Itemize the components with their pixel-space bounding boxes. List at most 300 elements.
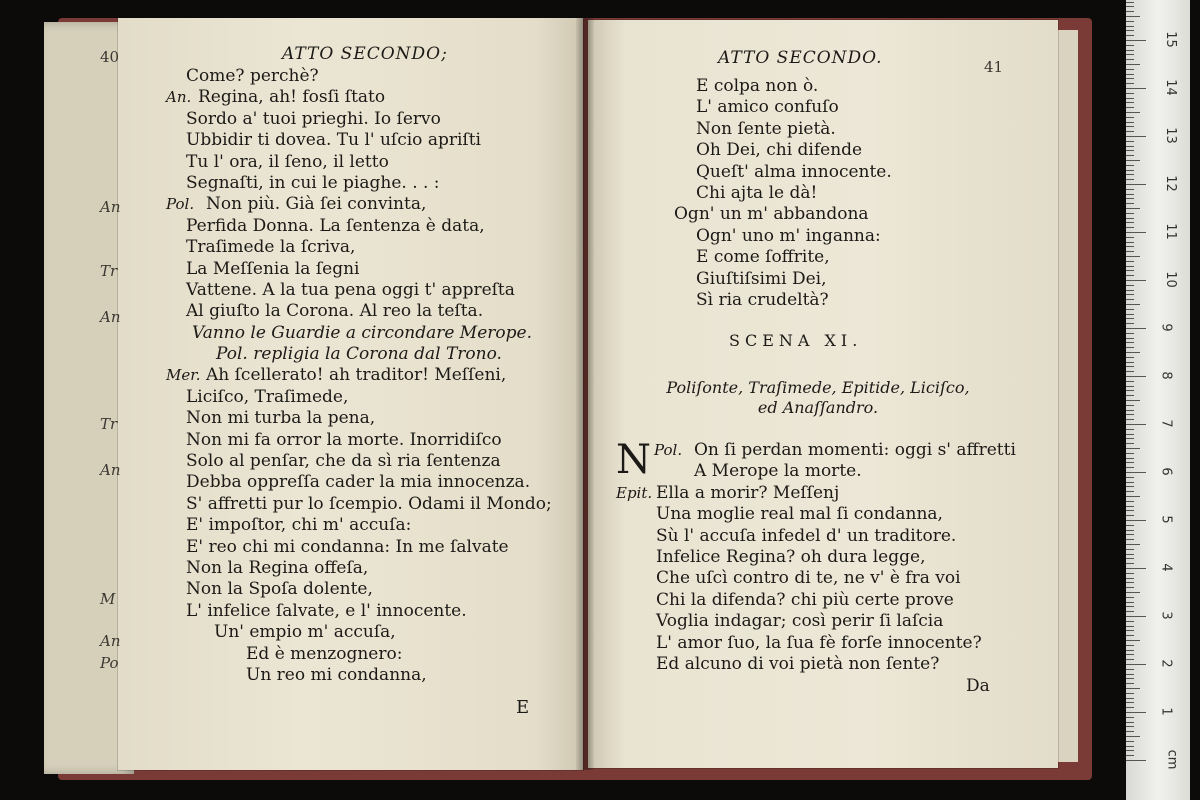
- left-page-number: 40: [100, 48, 120, 66]
- ruler-label: 8: [1158, 371, 1174, 380]
- ruler-tick: [1126, 419, 1134, 420]
- ruler-tick: [1126, 6, 1134, 7]
- ruler-tick: [1126, 746, 1134, 747]
- ruler-tick: [1126, 554, 1134, 555]
- verse-text: Oh Dei, chi difende: [696, 140, 863, 161]
- text-line: [616, 461, 1016, 482]
- ruler-tick: [1126, 347, 1134, 348]
- text-line: [676, 290, 892, 311]
- verse-text: Infelice Regina? oh dura legge,: [656, 546, 926, 567]
- ruler-tick: [1126, 602, 1134, 603]
- ruler-tick: [1126, 563, 1134, 564]
- margin-fragment: An: [100, 461, 121, 479]
- verse-text: Non mi turba la pena,: [186, 408, 376, 429]
- ruler-tick: [1126, 299, 1134, 300]
- ruler-tick: [1126, 371, 1134, 372]
- ruler-tick: [1126, 741, 1134, 742]
- right-page-text: [676, 76, 892, 311]
- verse-text: Perfida Donna. La ſentenza è data,: [186, 215, 485, 236]
- ruler-label: 14: [1162, 79, 1178, 96]
- ruler-tick: [1126, 726, 1134, 727]
- ruler-tick: [1126, 54, 1134, 55]
- verse-text: Non la Spoſa dolente,: [186, 579, 373, 600]
- ruler-tick: [1126, 203, 1134, 204]
- ruler-tick: [1126, 640, 1140, 641]
- scene-text: [616, 437, 1016, 675]
- ruler-tick: [1126, 395, 1134, 396]
- ruler-tick: [1126, 544, 1140, 545]
- ruler-tick: [1126, 501, 1134, 502]
- ruler-label: 15: [1162, 31, 1178, 48]
- verse-text: L' infelice ſalvate, e l' innocente.: [186, 600, 467, 621]
- ruler-tick: [1126, 323, 1134, 324]
- ruler-tick: [1126, 251, 1134, 252]
- verse-text: Ed alcuno di voi pietà non ſente?: [656, 653, 940, 674]
- text-line: [166, 472, 552, 493]
- text-line: [616, 526, 1016, 547]
- verse-text: Giuſtiſsimi Dei,: [696, 268, 827, 289]
- speaker-label: Pol.: [166, 195, 195, 214]
- ruler-tick: [1126, 165, 1134, 166]
- text-line: [676, 97, 892, 118]
- ruler-label: 10: [1162, 271, 1178, 288]
- ruler-tick: [1126, 434, 1134, 435]
- scene-title: SCENA XI.: [729, 331, 863, 350]
- left-page-text: [166, 66, 552, 686]
- ruler-tick: [1126, 664, 1146, 665]
- ruler-tick: [1126, 443, 1134, 444]
- verse-text: On ſi perdan momenti: oggi s' affretti: [694, 440, 1016, 460]
- ruler-tick: [1126, 611, 1134, 612]
- speaker-label: Pol.: [654, 441, 683, 459]
- ruler-tick: [1126, 117, 1134, 118]
- ruler-tick: [1126, 621, 1134, 622]
- text-line: [166, 87, 552, 108]
- ruler-tick: [1126, 261, 1134, 262]
- verse-text: Queſt' alma innocente.: [696, 161, 892, 182]
- ruler-tick: [1126, 654, 1134, 655]
- ruler-tick: [1126, 424, 1146, 425]
- text-line: [166, 323, 552, 344]
- text-line: [166, 365, 552, 386]
- ruler-tick: [1126, 242, 1134, 243]
- verse-text: Ubbidir ti dovea. Tu l' uſcio apriſti: [186, 130, 481, 151]
- text-line: [676, 269, 892, 290]
- ruler-tick: [1126, 414, 1134, 415]
- ruler-tick: [1126, 573, 1134, 574]
- scene-character-line: Poliſonte, Traſimede, Epitide, Liciſco,: [666, 378, 970, 397]
- ruler-tick: [1126, 69, 1134, 70]
- ruler-tick: [1126, 626, 1134, 627]
- ruler-tick: [1126, 410, 1134, 411]
- ruler-label: 5: [1158, 515, 1174, 524]
- ruler-tick: [1126, 712, 1146, 713]
- ruler-tick: [1126, 155, 1134, 156]
- ruler-tick: [1126, 357, 1134, 358]
- ruler-tick: [1126, 669, 1134, 670]
- ruler-tick: [1126, 429, 1134, 430]
- ruler-tick: [1126, 352, 1140, 353]
- ruler-tick: [1126, 59, 1134, 60]
- text-line: [166, 173, 552, 194]
- verse-text: E' reo chi mi condanna: In me ſalvate: [186, 536, 509, 557]
- ruler-tick: [1126, 707, 1134, 708]
- ruler-tick: [1126, 237, 1134, 238]
- text-line: [166, 494, 552, 515]
- text-line: [166, 301, 552, 322]
- ruler-tick: [1126, 736, 1140, 737]
- ruler-tick: [1126, 525, 1134, 526]
- verse-text: Traſimede la ſcriva,: [186, 237, 356, 258]
- ruler-tick: [1126, 179, 1134, 180]
- drop-cap: N: [616, 437, 651, 483]
- ruler-tick: [1126, 755, 1134, 756]
- text-line: [676, 183, 892, 204]
- verse-text: Regina, ah! fosſi ſtato: [198, 87, 386, 108]
- ruler-tick: [1126, 304, 1140, 305]
- verse-text: Ella a morir? Meſſenj: [656, 482, 840, 503]
- ruler-tick: [1126, 45, 1134, 46]
- text-line: [166, 387, 552, 408]
- ruler-tick: [1126, 338, 1134, 339]
- ruler-tick: [1126, 482, 1134, 483]
- text-line: [166, 259, 552, 280]
- ruler-tick: [1126, 189, 1134, 190]
- ruler-tick: [1126, 376, 1146, 377]
- text-line: [166, 194, 552, 215]
- ruler-tick: [1126, 390, 1134, 391]
- ruler-tick: [1126, 683, 1134, 684]
- text-line: [676, 162, 892, 183]
- ruler-tick: [1126, 256, 1140, 257]
- ruler-tick: [1126, 174, 1134, 175]
- ruler-tick: [1126, 597, 1134, 598]
- text-line: [616, 547, 1016, 568]
- verse-text: Ogn' un m' abbandona: [674, 204, 869, 225]
- verse-text: E colpa non ò.: [696, 76, 819, 96]
- verse-text: Debba oppreſſa cader la mia innocenza.: [186, 472, 531, 493]
- ruler-tick: [1126, 93, 1134, 94]
- ruler-tick: [1126, 438, 1134, 439]
- verse-text: Non ſente pietà.: [696, 118, 836, 139]
- ruler-label: 1: [1158, 707, 1174, 716]
- ruler-tick: [1126, 98, 1134, 99]
- ruler-tick: [1126, 366, 1134, 367]
- ruler-tick: [1126, 760, 1146, 761]
- ruler-tick: [1126, 102, 1134, 103]
- ruler-tick: [1126, 285, 1134, 286]
- ruler-tick: [1126, 592, 1140, 593]
- ruler-tick: [1126, 717, 1134, 718]
- ruler-tick: [1126, 136, 1146, 137]
- text-line: [166, 665, 552, 686]
- ruler-tick: [1126, 731, 1134, 732]
- ruler-label: 3: [1158, 611, 1174, 620]
- ruler-tick: [1126, 208, 1140, 209]
- right-catchword: Da: [966, 676, 990, 696]
- stage-direction: Pol. repligia la Corona dal Trono.: [216, 344, 502, 365]
- ruler-tick: [1126, 645, 1134, 646]
- ruler-tick: [1126, 170, 1134, 171]
- ruler-tick: [1126, 198, 1134, 199]
- speaker-label: An.: [166, 88, 192, 107]
- verse-text: Che uſcì contro di te, ne v' è fra voi: [656, 568, 961, 589]
- verse-text: Un reo mi condanna,: [246, 664, 427, 685]
- text-line: [616, 611, 1016, 632]
- text-line: [676, 247, 892, 268]
- text-line: [166, 280, 552, 301]
- verse-text: A Merope la morte.: [694, 461, 862, 482]
- ruler-tick: [1126, 486, 1134, 487]
- ruler-tick: [1126, 218, 1134, 219]
- text-line: [166, 237, 552, 258]
- ruler-tick: [1126, 184, 1146, 185]
- verse-text: Liciſco, Traſimede,: [186, 386, 349, 407]
- text-line: [616, 504, 1016, 525]
- ruler-tick: [1126, 11, 1134, 12]
- speaker-label: Epit.: [616, 483, 653, 502]
- ruler-tick: [1126, 405, 1134, 406]
- ruler-tick: [1126, 650, 1134, 651]
- verse-text: S' affretti pur lo ſcempio. Odami il Mondo;: [186, 493, 552, 514]
- ruler-tick: [1126, 64, 1140, 65]
- ruler-tick: [1126, 496, 1140, 497]
- ruler-tick: [1126, 693, 1134, 694]
- margin-fragment: M: [100, 590, 116, 608]
- margin-fragment: Tr: [100, 262, 118, 280]
- verse-text: Una moglie real mal ſi condanna,: [656, 504, 943, 525]
- ruler-tick: [1126, 491, 1134, 492]
- verse-text: La Meſſenia la ſegni: [186, 258, 360, 279]
- ruler-tick: [1126, 280, 1146, 281]
- ruler-tick: [1126, 270, 1134, 271]
- ruler-tick: [1126, 2, 1134, 3]
- ruler-label: 2: [1158, 659, 1174, 668]
- ruler-tick: [1126, 477, 1134, 478]
- verse-text: Voglia indagar; così perir ſi laſcia: [656, 611, 944, 632]
- ruler-label: 6: [1158, 467, 1174, 476]
- ruler-tick: [1126, 328, 1146, 329]
- ruler-tick: [1126, 698, 1134, 699]
- ruler-tick: [1126, 549, 1134, 550]
- text-line: [166, 601, 552, 622]
- ruler-tick: [1126, 50, 1134, 51]
- ruler-tick: [1126, 472, 1146, 473]
- text-line: [676, 140, 892, 161]
- ruler-tick: [1126, 630, 1134, 631]
- ruler-tick: [1126, 578, 1134, 579]
- ruler-tick: [1126, 74, 1134, 75]
- ruler-label: 13: [1162, 127, 1178, 144]
- ruler-tick: [1126, 515, 1134, 516]
- ruler-label: 11: [1162, 223, 1178, 240]
- text-line: [166, 430, 552, 451]
- margin-fragment: An: [100, 632, 121, 650]
- left-running-head: ATTO SECONDO;: [282, 44, 448, 64]
- ruler-tick: [1126, 35, 1134, 36]
- ruler-tick: [1126, 294, 1134, 295]
- ruler-tick: [1126, 448, 1140, 449]
- ruler-tick: [1126, 539, 1134, 540]
- ruler-tick: [1126, 453, 1134, 454]
- ruler-tick: [1126, 606, 1134, 607]
- ruler-tick: [1126, 88, 1146, 89]
- ruler-tick: [1126, 362, 1134, 363]
- verse-text: Ed è menzognero:: [246, 643, 403, 664]
- verse-text: Sù l' accuſa infedel d' un traditore.: [656, 525, 957, 546]
- text-line: [676, 119, 892, 140]
- verse-text: E' impoſtor, chi m' accuſa:: [186, 515, 412, 536]
- verse-text: Solo al penſar, che da sì ria ſentenza: [186, 451, 501, 472]
- ruler-tick: [1126, 194, 1134, 195]
- text-line: [616, 633, 1016, 654]
- right-running-head: ATTO SECONDO.: [718, 48, 883, 68]
- verse-text: Non la Regina offeſa,: [186, 557, 369, 578]
- verse-text: Sì ria crudeltà?: [696, 289, 829, 310]
- ruler-label: 12: [1162, 175, 1178, 192]
- ruler-tick: [1126, 227, 1134, 228]
- speaker-label: Mer.: [166, 366, 201, 385]
- ruler-tick: [1126, 510, 1134, 511]
- ruler-tick: [1126, 266, 1134, 267]
- text-line: [676, 226, 892, 247]
- ruler-tick: [1126, 587, 1134, 588]
- ruler-tick: [1126, 131, 1134, 132]
- ruler-tick: [1126, 678, 1134, 679]
- ruler-tick: [1126, 21, 1134, 22]
- ruler-tick: [1126, 702, 1134, 703]
- ruler-tick: [1126, 568, 1146, 569]
- ruler-tick: [1126, 616, 1146, 617]
- verse-text: Al giuſto la Corona. Al reo la teſta.: [186, 301, 484, 322]
- ruler-tick: [1126, 342, 1134, 343]
- verse-text: Vattene. A la tua pena oggi t' appreſta: [186, 279, 515, 300]
- ruler-tick: [1126, 122, 1134, 123]
- ruler-tick: [1126, 674, 1134, 675]
- ruler-tick: [1126, 400, 1140, 401]
- ruler-tick: [1126, 213, 1134, 214]
- verse-text: Non mi fa orror la morte. Inorridiſco: [186, 429, 502, 450]
- verse-text: Chi la difenda? chi più certe prove: [656, 589, 954, 610]
- margin-fragment: An: [100, 198, 121, 216]
- ruler-tick: [1126, 146, 1134, 147]
- verse-text: Ah ſcellerato! ah traditor! Meſſeni,: [206, 365, 507, 386]
- ruler-tick: [1126, 506, 1134, 507]
- margin-fragment: Po: [100, 654, 119, 672]
- text-line: [166, 558, 552, 579]
- text-line: [166, 152, 552, 173]
- verse-text: Non più. Già ſei convinta,: [206, 194, 427, 215]
- ruler-tick: [1126, 83, 1134, 84]
- ruler-tick: [1126, 520, 1146, 521]
- text-line: [166, 344, 552, 365]
- verse-text: Ogn' uno m' inganna:: [696, 225, 881, 246]
- text-line: [166, 622, 552, 643]
- ruler-tick: [1126, 78, 1134, 79]
- text-line: [166, 579, 552, 600]
- ruler-tick: [1126, 107, 1134, 108]
- ruler-tick: [1126, 722, 1134, 723]
- ruler-tick: [1126, 275, 1134, 276]
- scene-characters: [618, 378, 1018, 418]
- ruler-tick: [1126, 309, 1134, 310]
- verse-text: L' amor ſuo, la ſua fè forſe innocente?: [656, 632, 982, 653]
- ruler-tick: [1126, 467, 1134, 468]
- text-line: [616, 590, 1016, 611]
- text-line: [166, 408, 552, 429]
- text-line: [166, 537, 552, 558]
- ruler-tick: [1126, 30, 1134, 31]
- verse-text: Segnaſti, in cui le piaghe. . . :: [186, 172, 440, 193]
- ruler-tick: [1126, 16, 1140, 17]
- verse-text: L' amico confuſo: [696, 97, 839, 118]
- text-line: [616, 483, 1016, 504]
- ruler-tick: [1126, 333, 1134, 334]
- ruler-label: cm: [1164, 749, 1180, 770]
- ruler-tick: [1126, 462, 1134, 463]
- verse-text: Sordo a' tuoi prieghi. Io ſervo: [186, 108, 441, 129]
- ruler-label: 4: [1158, 563, 1174, 572]
- scene-character-line: ed Anaſſandro.: [757, 398, 879, 417]
- text-line: [616, 654, 1016, 675]
- ruler-tick: [1126, 381, 1134, 382]
- left-catchword: E: [516, 697, 530, 718]
- margin-fragment: Tr: [100, 415, 118, 433]
- ruler-tick: [1126, 635, 1134, 636]
- text-line: [166, 109, 552, 130]
- ruler-tick: [1126, 534, 1134, 535]
- ruler-tick: [1126, 458, 1134, 459]
- ruler-tick: [1126, 232, 1146, 233]
- text-line: [166, 515, 552, 536]
- ruler-tick: [1126, 750, 1134, 751]
- ruler-tick: [1126, 126, 1134, 127]
- ruler-tick: [1126, 160, 1140, 161]
- ruler-tick: [1126, 318, 1134, 319]
- measuring-ruler: [1126, 0, 1190, 800]
- ruler-label: 9: [1158, 323, 1174, 332]
- ruler-tick: [1126, 141, 1134, 142]
- ruler-tick: [1126, 659, 1134, 660]
- text-line: [166, 216, 552, 237]
- text-line: [676, 76, 892, 97]
- text-line: [166, 451, 552, 472]
- verse-text: E come ſoffrite,: [696, 247, 830, 268]
- ruler-tick: [1126, 26, 1134, 27]
- verse-text: Chi ajta le dà!: [696, 182, 818, 203]
- ruler-tick: [1126, 314, 1134, 315]
- ruler-tick: [1126, 222, 1134, 223]
- verse-text: Un' empio m' accuſa,: [214, 622, 396, 643]
- book-spine: [576, 18, 594, 770]
- text-line: [616, 568, 1016, 589]
- ruler-tick: [1126, 386, 1134, 387]
- text-line: [166, 130, 552, 151]
- ruler-tick: [1126, 558, 1134, 559]
- ruler-label: 7: [1158, 419, 1174, 428]
- verse-text: Tu l' ora, il ſeno, il letto: [186, 151, 389, 172]
- text-line: [166, 66, 552, 87]
- verse-text: Come? perchè?: [186, 66, 319, 86]
- ruler-tick: [1126, 688, 1140, 689]
- ruler-tick: [1126, 290, 1134, 291]
- ruler-tick: [1126, 582, 1134, 583]
- ruler-tick: [1126, 530, 1134, 531]
- right-page-number: 41: [984, 58, 1004, 76]
- text-line: [676, 204, 892, 225]
- text-line: [166, 644, 552, 665]
- ruler-tick: [1126, 150, 1134, 151]
